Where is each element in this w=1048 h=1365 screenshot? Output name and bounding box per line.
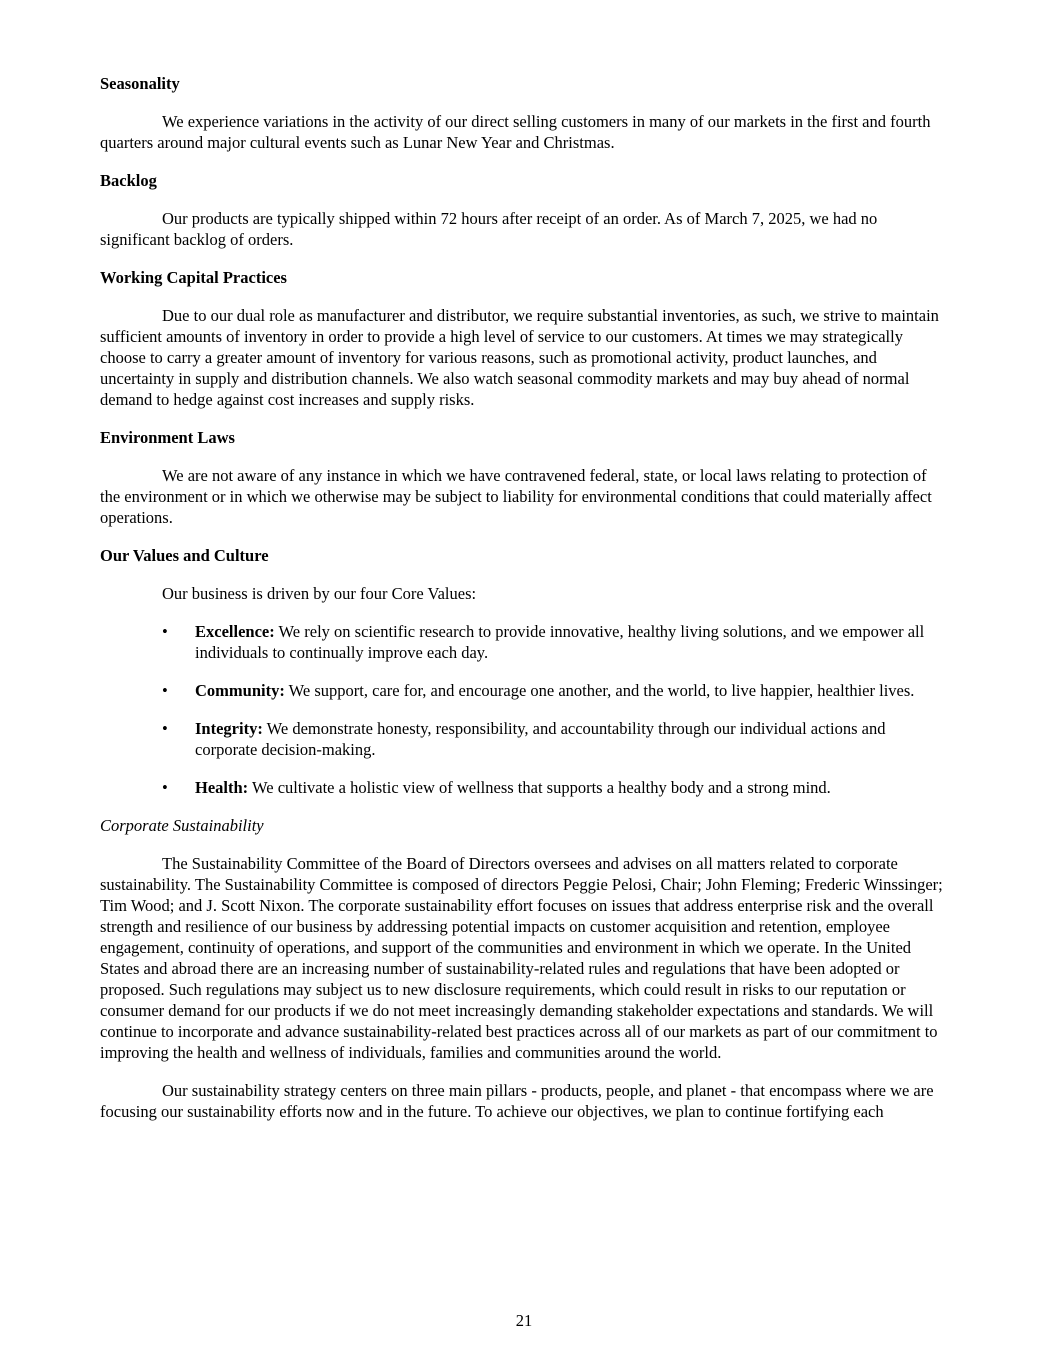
section-heading-working-capital: Working Capital Practices [100, 268, 287, 287]
value-text-integrity: We demonstrate honesty, responsibility, and accountability through our individual actions and corporate decision-making. [195, 719, 886, 759]
paragraph-sustainability-1: The Sustainability Committee of the Board of Directors oversees and advises on all matters related to corporate sustainability. The Sustainability Committee is composed of directors Peggie Pelosi, Chair; John Fleming; Frederic Winssinger; Tim Wood; and J. Scott Nixon. The corporate sustainability effort focuses on issues that address enterprise risk and the overall strength and resilience of our business by addressing potential impacts on customer acquisition and retention, employee engagement, continuity of operations, and support of the communities and environment in which we operate. In the United States and abroad there are an increasing number of sustainability-related rules and regulations that have been adopted or proposed. Such regulations may subject us to new disclosure requirements, which could result in risks to our reputation or consumer demand for our products if we do not meet increasingly demanding stakeholder expectations and standards. We will continue to incorporate and advance sustainability-related best practices across all of our markets as part of our commitment to improving the health and wellness of individuals, families and communities around the world. [100, 854, 943, 1062]
bullet-icon: • [162, 622, 168, 641]
list-item [100, 777, 948, 798]
section-heading-values-culture: Our Values and Culture [100, 546, 269, 565]
section-heading-seasonality: Seasonality [100, 74, 180, 93]
core-values-list [100, 621, 948, 798]
value-label-community: Community: [195, 681, 285, 700]
value-label-health: Health: [195, 778, 249, 797]
paragraph-backlog: Our products are typically shipped within 72 hours after receipt of an order. As of March 7, 2025, we had no significant backlog of orders. [100, 209, 878, 249]
paragraph-working-capital: Due to our dual role as manufacturer and distributor, we require substantial inventories, as such, we strive to maintain sufficient amounts of inventory in order to provide a high level of service to our customers. At times we may strategically choose to carry a greater amount of inventory for various reasons, such as promotional activity, product launches, and uncertainty in supply and distribution channels. We also watch seasonal commodity markets and may buy ahead of normal demand to hedge against cost increases and supply risks. [100, 306, 939, 409]
list-item [100, 718, 948, 760]
value-text-health: We cultivate a holistic view of wellness that supports a healthy body and a strong mind. [252, 778, 831, 797]
paragraph-values-intro: Our business is driven by our four Core Values: [162, 584, 477, 603]
list-item [100, 680, 948, 701]
value-label-integrity: Integrity: [195, 719, 263, 738]
section-heading-environment-laws: Environment Laws [100, 428, 235, 447]
bullet-icon: • [162, 681, 168, 700]
bullet-icon: • [162, 719, 168, 738]
paragraph-sustainability-2: Our sustainability strategy centers on three main pillars - products, people, and planet - that encompass where we are focusing our sustainability efforts now and in the future. To achieve our objectives, we plan to continue fortifying each [100, 1081, 934, 1121]
paragraph-seasonality: We experience variations in the activity of our direct selling customers in many of our markets in the first and fourth quarters around major cultural events such as Lunar New Year and Christmas. [100, 112, 931, 152]
value-label-excellence: Excellence: [195, 622, 275, 641]
value-text-community: We support, care for, and encourage one another, and the world, to live happier, healthier lives. [288, 681, 915, 700]
list-item [100, 621, 948, 663]
section-heading-backlog: Backlog [100, 171, 157, 190]
paragraph-environment-laws: We are not aware of any instance in which we have contravened federal, state, or local laws relating to protection of the environment or in which we otherwise may be subject to liability for environmental conditions that could materially affect operations. [100, 466, 932, 527]
page-number: 21 [515, 1311, 533, 1330]
value-text-excellence: We rely on scientific research to provide innovative, healthy living solutions, and we empower all individuals to continually improve each day. [195, 622, 925, 662]
bullet-icon: • [162, 778, 168, 797]
section-heading-corporate-sustainability: Corporate Sustainability [100, 816, 264, 835]
